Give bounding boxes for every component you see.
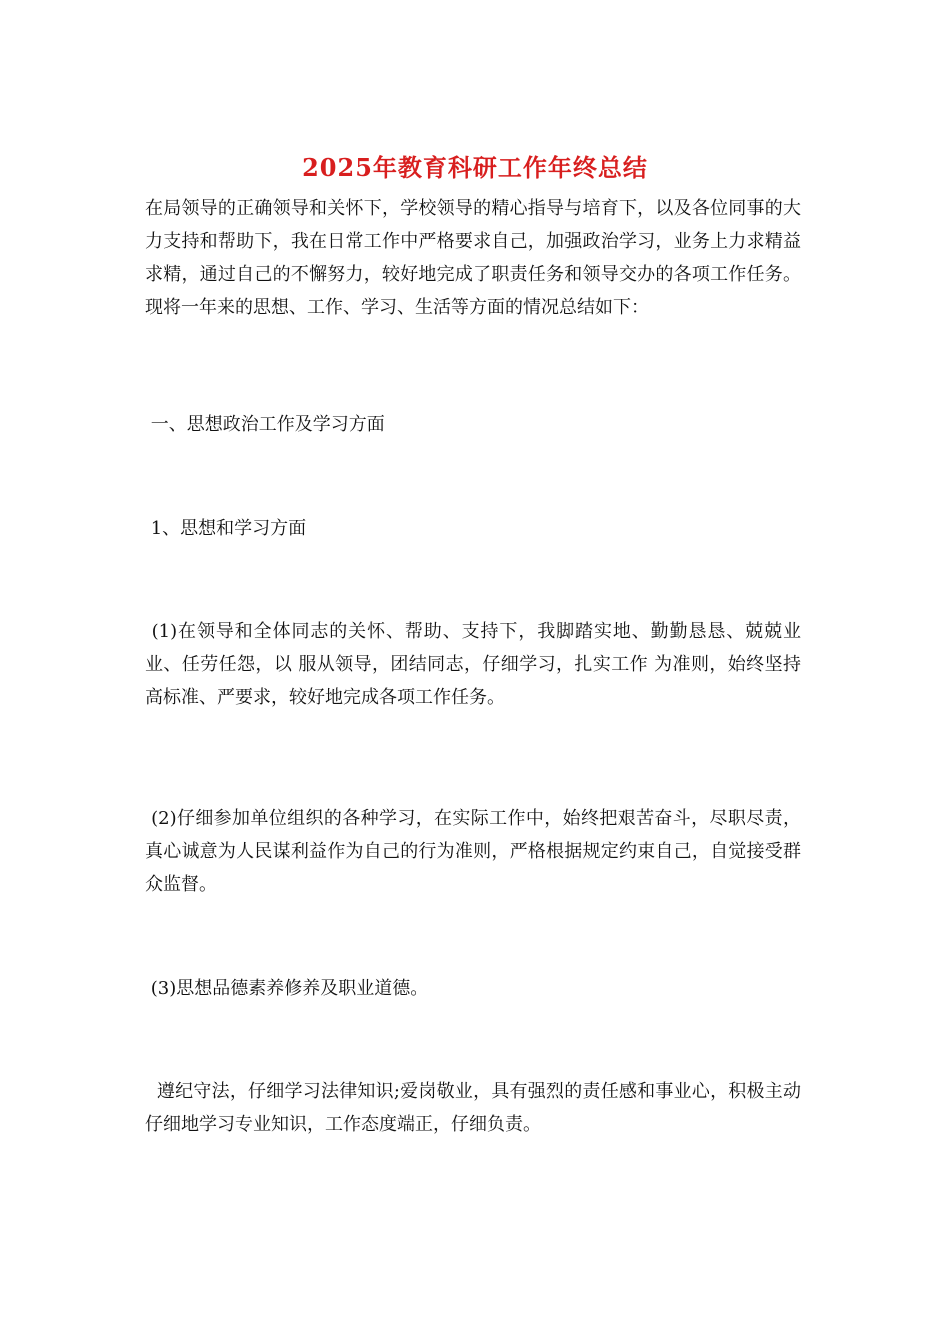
closing-paragraph: 遵纪守法，仔细学习法律知识;爱岗敬业，具有强烈的责任感和事业心，积极主动仔细地学习专业知识，工作态度端正，仔细负责。 [145, 1081, 801, 1135]
intro-paragraph: 在局领导的正确领导和关怀下，学校领导的精心指导与培育下，以及各位同事的大力支持和帮助下，我在日常工作中严格要求自己，加强政治学习，业务上力求精益求精，通过自己的不懈努力，较好地完成了职责任务和领导交办的各项工作任务。现将一年来的思想、工作、学习、生活等方面的情况总结如下： [145, 198, 801, 318]
document-title: 2025年教育科研工作年终总结 [302, 153, 648, 182]
item-paragraph-1: (1)在领导和全体同志的关怀、帮助、支持下，我脚踏实地、勤勤恳恳、兢兢业业、任劳任怨，以 服从领导，团结同志，仔细学习，扎实工作 为准则，始终坚持高标准、严要求，较好地完成各项工作任务。 [145, 621, 801, 708]
subsection-heading-1: 1、思想和学习方面 [145, 518, 307, 539]
item-paragraph-2: (2)仔细参加单位组织的各种学习，在实际工作中，始终把艰苦奋斗，尽职尽责，真心诚意为人民谋利益作为自己的行为准则，严格根据规定约束自己，自觉接受群众监督。 [145, 808, 801, 895]
item-paragraph-3: (3)思想品德素养修养及职业道德。 [145, 978, 429, 999]
section-heading-1: 一、思想政治工作及学习方面 [145, 414, 385, 435]
